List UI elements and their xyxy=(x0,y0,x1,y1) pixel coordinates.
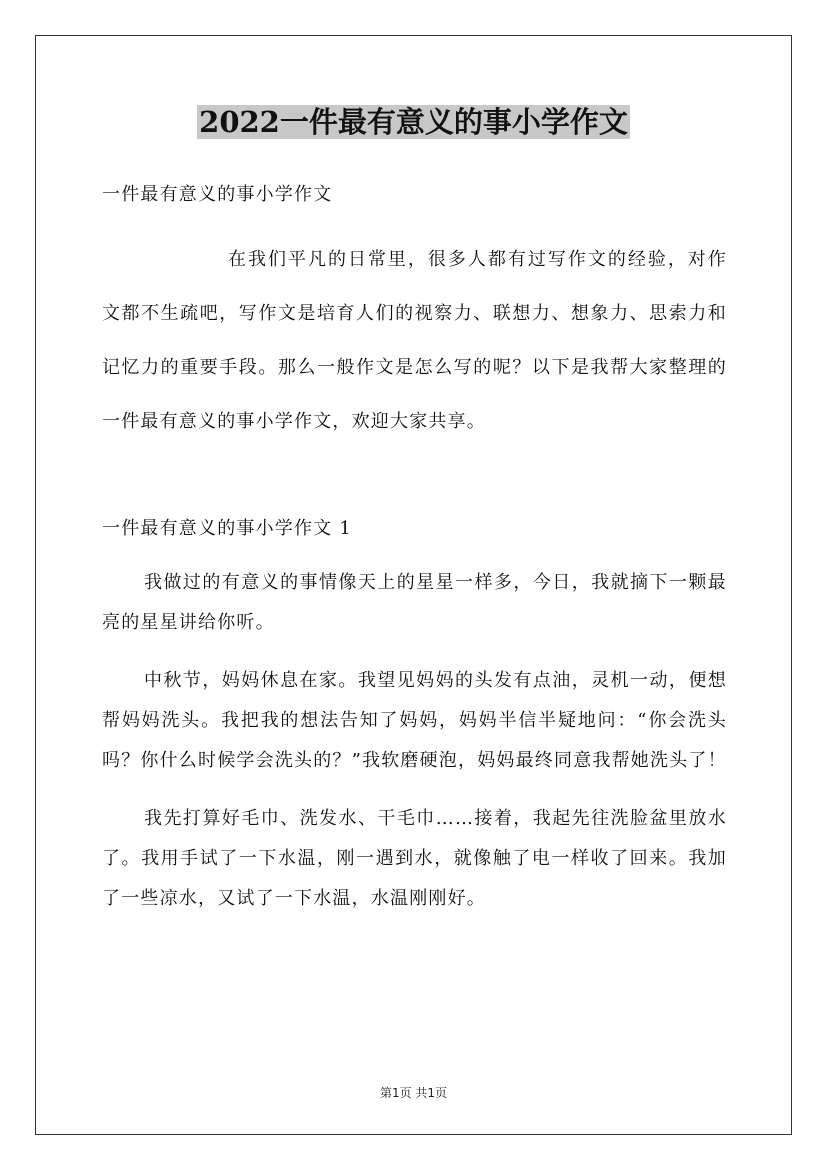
document-subtitle: 一件最有意义的事小学作文 xyxy=(102,184,333,205)
document-body xyxy=(102,175,727,937)
body-paragraph: 我先打算好毛巾、洗发水、干毛巾……接着，我起先往洗脸盆里放水了。我用手试了一下水温，刚一遇到水，就像触了电一样收了回来。我加了一些凉水，又试了一下水温，水温刚刚好。 xyxy=(102,808,727,909)
intro-paragraph: 在我们平凡的日常里，很多人都有过写作文的经验，对作文都不生疏吧，写作文是培育人们的视察力、联想力、想象力、思索力和记忆力的重要手段。那么一般作文是怎么写的呢？以下是我帮大家整理的一件最有意义的事小学作文，欢迎大家共享。 xyxy=(102,249,727,432)
page-footer: 第1页 共1页 xyxy=(379,1086,448,1100)
body-paragraph: 我做过的有意义的事情像天上的星星一样多，今日，我就摘下一颗最亮的星星讲给你听。 xyxy=(102,572,727,633)
section-heading: 一件最有意义的事小学作文 1 xyxy=(102,518,352,539)
document-title-text: 2022一件最有意义的事小学作文 xyxy=(199,105,628,139)
body-paragraph: 中秋节，妈妈休息在家。我望见妈妈的头发有点油，灵机一动，便想帮妈妈洗头。我把我的想法告知了妈妈，妈妈半信半疑地问：“你会洗头吗？你什么时候学会洗头的？”我软磨硬泡，妈妈最终同意我帮她洗头了！ xyxy=(102,670,727,771)
document-title xyxy=(0,100,827,144)
